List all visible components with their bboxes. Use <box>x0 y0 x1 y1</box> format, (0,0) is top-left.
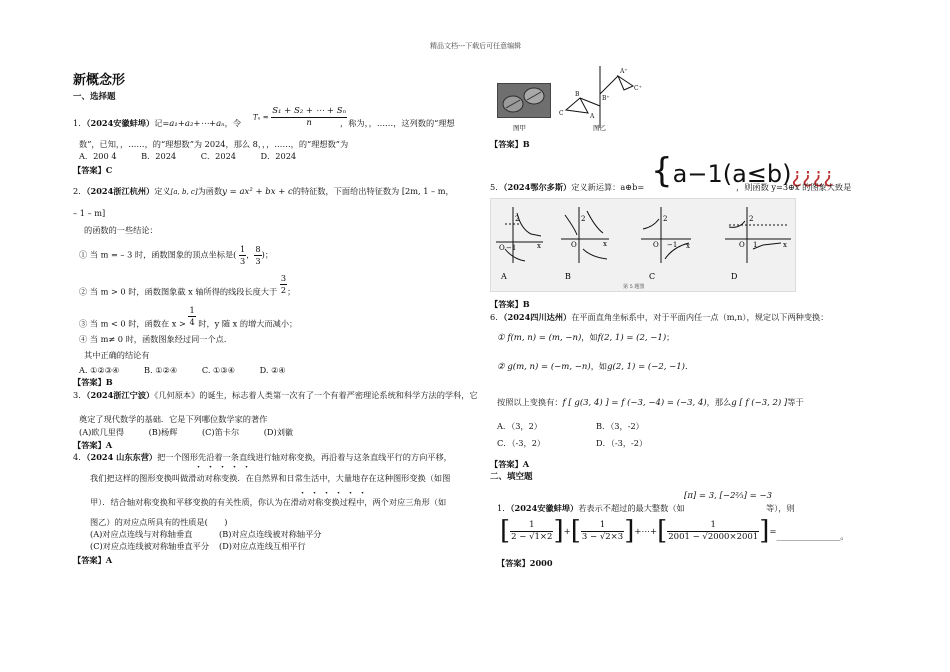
q4-emphasis-dots-1: ・・・・・ <box>194 463 255 473</box>
q5-figure-caption: 第 5 题图 <box>623 284 645 290</box>
q5-d-tick-2: 2 <box>749 215 754 223</box>
q2-number: 2． <box>73 186 87 196</box>
q5-c-x: x <box>686 242 690 250</box>
question-3 <box>73 390 478 401</box>
q4-number: 4． <box>73 452 87 462</box>
q5-a-tick-2: 2 <box>515 215 520 223</box>
q2-c3-text-a: ③ 当 m < 0 时，函数在 x > <box>79 318 186 329</box>
q1-options: A．200 4 B．2024 C．2024 D．2024 <box>79 151 297 161</box>
q2-source: （2024浙江杭州） <box>86 186 155 196</box>
q2-c2-end: ； <box>287 286 296 297</box>
page-header: 精品文档---下载后可任意编辑 <box>430 42 522 50</box>
fig-yi-label-aplus: A⁺ <box>620 68 628 75</box>
q1-sequence: a₁+a₂+⋯+aₙ <box>169 119 225 129</box>
q3-number: 3． <box>73 390 87 400</box>
q5-d-origin: O <box>739 241 745 249</box>
q1-line-2: 数”，已知，，……，的“理想数”为 2024，那么 8，，，……，的“理想数”为 <box>79 139 349 149</box>
q2-c1-text: ① 当 m = – 3 时，函数图象的顶点坐标是( <box>79 249 237 260</box>
section-choice-heading: 一、选择题 <box>73 92 116 102</box>
q4-option-c: (C)对应点连线被对称轴垂直平分 <box>90 541 210 551</box>
q5-b-x: x <box>603 240 607 248</box>
q7-frac2-den: 3 − √2×3 <box>581 532 624 542</box>
q6-t3e: 等于 <box>787 397 804 407</box>
q7-blank: _______________。 <box>776 532 849 542</box>
q3-source: （2024浙江宁波） <box>86 390 155 400</box>
q6-t1c: f(2, 1) = (2, −1) <box>597 333 667 343</box>
q2-c3-frac-num: 1 <box>189 305 195 315</box>
q2-c2-frac-num: 3 <box>280 273 287 283</box>
q7-frac3-den: 2001 − √2000×2001 <box>668 532 759 542</box>
q5-a-origin: O <box>499 244 505 252</box>
q5-graph-c <box>641 207 691 281</box>
q2-function: y = ax² + bx + c <box>222 187 293 197</box>
q6-t2b: ，如 <box>590 361 608 371</box>
q7-equals: = <box>769 527 777 537</box>
q5-b-tick-2: 2 <box>581 215 586 223</box>
q5-b-origin: O <box>571 241 577 249</box>
q4-line-3: 甲）．结合轴对称变换和平移变换的有关性质，你认为在滑动对称变换过程中，两个对应三角形（如 <box>90 497 447 507</box>
q6-t3a: 按照以上变换有： <box>497 397 563 407</box>
fig-yi-label-a: A <box>590 113 595 120</box>
q5-text: 定义新运算：a⊕b= <box>571 182 645 192</box>
q1-t-denominator: n <box>306 118 312 128</box>
q5-graph-b <box>561 207 609 281</box>
question-5 <box>490 182 644 193</box>
q3-answer: 【答案】A <box>73 440 113 450</box>
q1-t-formula <box>253 106 347 129</box>
q2-conclusion-3 <box>79 305 298 336</box>
q4-text: 把一个图形先沿着一条直线进行轴对称变换，再沿着与这条直线平行的方向平移， <box>157 452 452 462</box>
q7-sum-expression: [ $\frac{1}{2 - √1\times 2}$ ]+[ $\frac{1}{3 - √2\times 3}$ ]+⋯+[ $\frac{1}{2001 - √2000\times 2001}$ ]=_______________。 <box>500 516 849 546</box>
q2-line-3: 的函数的一些结论： <box>84 225 158 235</box>
q6-number: 6． <box>490 312 504 322</box>
q2-text-c: 的特征数，下面给出特征数为 [2m, 1 – m， <box>292 186 454 196</box>
q7-dots: +⋯+ <box>634 527 658 537</box>
q7-frac1-den: 2 − √1×2 <box>511 532 553 542</box>
q2-c3-text-b: 时，y 随 x 的增大而减小； <box>198 318 298 329</box>
q5-d-tick-1: 1 <box>753 241 758 249</box>
q6-source: （2024四川达州） <box>503 312 572 322</box>
q7-answer: 【答案】2000 <box>497 558 553 568</box>
q5-label-b: B <box>565 272 571 281</box>
q7-text: 若表示不超过的最大整数（如 <box>578 503 685 513</box>
question-4 <box>73 452 452 463</box>
q4-option-b: (B)对应点连线被对称轴平分 <box>219 529 322 539</box>
question-fill-1 <box>497 503 685 514</box>
q7-bracket-r1: ] <box>553 516 564 546</box>
q5-graph-options <box>491 199 795 291</box>
q5-a-x: x <box>537 242 541 250</box>
q2-c1-end: )； <box>261 249 274 260</box>
q4-line-2: 我们把这样的图形变换叫做滑动对称变换．在自然界和日常生活中，大量地存在这种图形变换（如图 <box>90 473 451 483</box>
q6-t3b: f [ g(3, 4) ] = f (−3, −4) = (−3, 4) <box>562 398 707 408</box>
q7-frac3-num: 1 <box>667 520 759 532</box>
q6-option-c: C．（-3，2） <box>497 438 546 448</box>
q5-label-c: C <box>649 272 656 281</box>
q1-answer: 【答案】C <box>73 165 113 175</box>
figure-jia-photo <box>497 83 551 118</box>
q6-option-a: A．（3，2） <box>497 421 542 431</box>
q6-answer: 【答案】A <box>490 459 530 469</box>
q5-graph-panel <box>490 198 796 292</box>
q5-a-tick-m1: −1 <box>506 244 517 252</box>
q7-bracket-r3: ] <box>759 516 770 546</box>
q2-conclusion-1: ① 当 m = – 3 时，函数图象的顶点坐标是( $\frac{1}{3}$ ， $\frac{8}{3}$ )； <box>79 244 274 266</box>
q6-t3c: ，那么 <box>706 397 732 407</box>
q6-t1b: ，如 <box>581 332 598 342</box>
q5-graph-d <box>725 207 791 281</box>
q7-bracket-l1: [ <box>500 516 511 546</box>
q2-conclusion-4: ④ 当 m≠ 0 时，函数图象经过同一个点． <box>79 334 233 344</box>
q5-op-big: a−1(a≤b) <box>672 160 792 188</box>
q5-answer: 【答案】B <box>490 299 530 309</box>
fig-yi-label-b: B <box>575 91 580 98</box>
q6-t1d: ； <box>666 332 675 342</box>
q4-answer: 【答案】A <box>73 555 113 565</box>
q6-t3d: g [ f (−3, 2) ] <box>731 398 788 408</box>
q7-frac2-num: 1 <box>581 520 624 532</box>
q5-text-b: ，则函数 y=3⊕x 的图象大致是 <box>736 182 852 192</box>
q6-transform-2 <box>497 361 693 373</box>
q1-t-numerator: S₁ + S₂ + ⋯ + Sₙ <box>272 106 347 116</box>
page-title: 新概念形 <box>73 73 126 88</box>
q2-c1-frac2-den: 3 <box>255 256 261 266</box>
q2-line-2: – 1 – m] <box>73 208 106 218</box>
q6-text: 在平面直角坐标系中，对于平面内任一点（m,n），规定以下两种变换： <box>571 312 829 322</box>
question-6 <box>490 312 828 323</box>
q1-source: （2024安徽蚌埠） <box>86 118 155 128</box>
q6-t2d: ． <box>685 361 694 371</box>
q7-example <box>684 490 772 502</box>
q6-t2c: g(2, 1) = (−2, −1) <box>607 362 685 372</box>
q6-t2: ② g(m, n) = (−m, −n) <box>497 362 591 372</box>
q4-line-4: 图乙）的对应点所具有的性质是( ) <box>90 517 228 527</box>
q4-source: （2024 山东东营） <box>86 452 158 462</box>
q2-c3-frac <box>188 305 195 328</box>
q7-source: （2024安徽蚌埠） <box>510 503 579 513</box>
q6-t1: ① f(m, n) = (m, −n) <box>497 333 582 343</box>
q7-bracket-r2: ] <box>624 516 635 546</box>
q2-c2-frac-den: 2 <box>280 285 287 295</box>
q5-c-tick-m1: −1 <box>667 241 678 249</box>
q5-brace: { <box>651 151 673 191</box>
fig-yi-label-c: C <box>559 110 564 117</box>
q5-label-d: D <box>731 272 738 281</box>
q1-t-lhs: Tₙ = <box>253 113 269 122</box>
q4-answer-right: 【答案】B <box>490 139 530 149</box>
q4-emphasis-dots-2: ・・・・・・ <box>298 489 371 499</box>
q7-frac-2 <box>581 520 624 543</box>
q6-transform-1 <box>497 332 674 344</box>
q2-text-a: 定义 <box>154 186 171 196</box>
q2-c1-frac1-num: 1 <box>239 244 246 254</box>
q7-number: 1． <box>497 503 511 513</box>
q5-number: 5． <box>490 182 504 192</box>
question-2 <box>73 186 454 198</box>
q5-d-x: x <box>783 241 787 249</box>
q2-c1-frac-2 <box>254 244 261 267</box>
q2-c2-text: ② 当 m > 0 时，函数图象截 x 轴所得的线段长度大于 <box>79 286 278 297</box>
figure-jia-caption: 图甲 <box>513 124 526 132</box>
q6-option-b: B．（3，-2） <box>596 421 644 431</box>
q3-options: (A)欧几里得 (B)杨辉 (C)笛卡尔 (D)刘徽 <box>79 427 294 437</box>
q3-line-2: 奠定了现代数学的基础．它是下列哪位数学家的著作 <box>79 414 268 424</box>
q3-text: 《几何原本》的诞生，标志着人类第一次有了一个有着严密理论系统和科学方法的学科，它 <box>154 390 478 400</box>
q5-op-tail: ¿¿¿¿ <box>791 163 834 187</box>
q5-source: （2024鄂尔多斯） <box>503 182 572 192</box>
q2-options: A. ①②③④ B. ①②④ C. ①③④ D. ②④ <box>79 365 286 375</box>
q7-example-tail: 等），则 <box>766 503 795 513</box>
fig-yi-label-bplus: B⁺ <box>602 95 610 102</box>
q2-abc: [a, b, c] <box>170 188 198 196</box>
figure-yi-caption: 图乙 <box>593 124 606 132</box>
q2-text-b: 为函数 <box>197 186 223 196</box>
q1-t-fraction <box>271 106 347 129</box>
q5-graph-a <box>496 207 543 281</box>
q2-conclusion-2 <box>79 273 296 304</box>
q2-c2-frac <box>280 273 287 296</box>
question-1 <box>73 118 241 130</box>
q6-option-d: D．（-3，-2） <box>596 438 648 448</box>
q7-bracket-l3: [ <box>657 516 668 546</box>
section-fill-heading: 二、填空题 <box>490 472 533 482</box>
q5-c-tick-2: 2 <box>663 215 668 223</box>
q7-bracket-l2: [ <box>570 516 581 546</box>
q6-example <box>497 397 804 409</box>
q7-frac-1 <box>510 520 553 543</box>
q7-frac-3 <box>667 520 759 543</box>
figure-yi-diagram <box>558 66 643 128</box>
fig-yi-label-cplus: C⁺ <box>634 85 642 92</box>
q2-c1-frac2-num: 8 <box>255 244 261 254</box>
q4-option-a: (A)对应点连线与对称轴垂直 <box>90 529 193 539</box>
q1-text-b: ，令 <box>224 118 242 128</box>
leaf-footprints-image <box>498 84 550 117</box>
q1-text-c: ，称为，，……，这列数的“理想 <box>340 118 455 128</box>
q5-c-origin: O <box>653 241 659 249</box>
q5-label-a: A <box>501 272 507 281</box>
q4-option-d: (D)对应点连线互相平行 <box>219 541 306 551</box>
q1-text-a: 记= <box>154 118 170 128</box>
q7-frac1-num: 1 <box>510 520 553 532</box>
q2-c3-frac-den: 4 <box>189 317 195 327</box>
q2-c1-frac-1 <box>239 244 246 267</box>
q1-number: 1． <box>73 118 87 128</box>
q7-example-expr: [π] = 3, [−2⅔] = −3 <box>684 491 773 501</box>
q2-c1-frac1-den: 3 <box>239 256 246 266</box>
q2-ask: 其中正确的结论有 <box>84 350 150 360</box>
q2-answer: 【答案】B <box>73 377 113 387</box>
